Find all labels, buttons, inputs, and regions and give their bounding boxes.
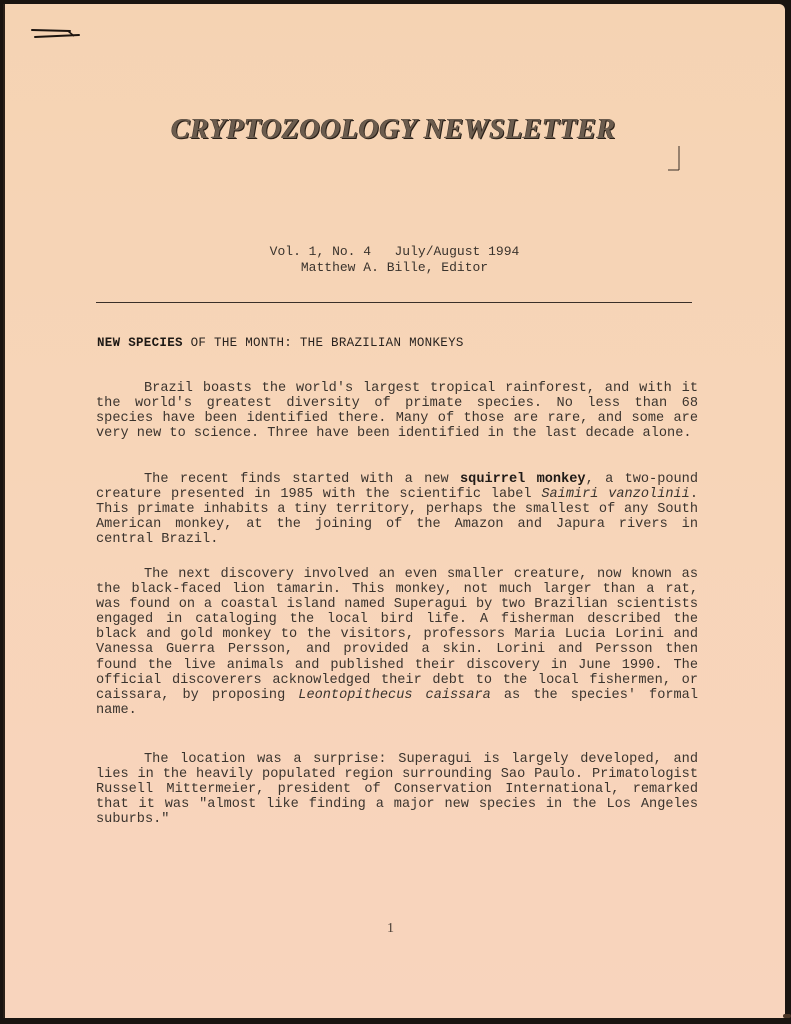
article-paragraph xyxy=(96,752,698,827)
headline-rest: OF THE MONTH: THE BRAZILIAN MONKEYS xyxy=(182,336,464,350)
article-paragraph xyxy=(96,472,698,547)
header-divider xyxy=(96,302,692,303)
pen-mark-icon xyxy=(30,28,82,40)
headline-bold-part: NEW SPECIES xyxy=(97,336,183,350)
paragraph-text: . This primate inhabits a tiny territory, perhaps the smallest of any South American monkey, at the joining of the Amazon and Japura rivers in central Brazil. xyxy=(96,487,698,548)
newsletter-masthead: CRYPTOZOOLOGY NEWSLETTER xyxy=(171,114,616,145)
page-corner-mark xyxy=(783,1014,791,1018)
page-number: 1 xyxy=(387,921,394,936)
article-headline xyxy=(97,336,464,350)
paragraph-text: The recent finds started with a new xyxy=(144,472,460,487)
species-name: Saimiri vanzolinii xyxy=(541,487,690,503)
editor-line: Matthew A. Bille, Editor xyxy=(300,260,489,275)
species-name: Leontopithecus caissara xyxy=(298,687,491,703)
issue-line: Vol. 1, No. 4 July/August 1994 xyxy=(269,244,520,259)
paragraph-text: The next discovery involved an even smaller creature, now known as the black-faced lion tamarin. This monkey, not much larger than a rat, was found on a coastal island named Superagui by two Brazilian scientists engaged in cataloging the local bird life. A fisherman described the black and gold monkey to the visitors, professors Maria Lucia Lorini and Vanessa Guerra Persson, and provided a skin. Lorini and Persson then found the live animals and published their discovery in June 1990. The official discoverers acknowledged their debt to the local fishermen, or caissara, by proposing xyxy=(96,567,698,703)
crop-mark-icon xyxy=(663,144,683,174)
paragraph-bold-text: squirrel monkey xyxy=(460,472,586,487)
article-paragraph xyxy=(96,381,698,441)
paragraph-text: , a two-pound creature presented in 1985 with the scientific label xyxy=(96,472,698,503)
article-paragraph xyxy=(96,567,698,718)
paragraph-text: Brazil boasts the world's largest tropical rainforest, and with it the world's greatest diversity of primate species. No less than 68 species have been identified there. Many of those are rare, and some are very new to science. Three have been identified in the last decade alone. xyxy=(96,381,698,442)
paragraph-text: as the species' formal name. xyxy=(96,687,698,718)
newsletter-page xyxy=(3,4,785,1018)
paragraph-text: The location was a surprise: Superagui is largely developed, and lies in the heavily populated region surrounding Sao Paulo. Primatologist Russell Mittermeier, president of Conservation International, remarked that it was "almost like finding a major new species in the Los Angeles suburbs." xyxy=(96,752,698,828)
